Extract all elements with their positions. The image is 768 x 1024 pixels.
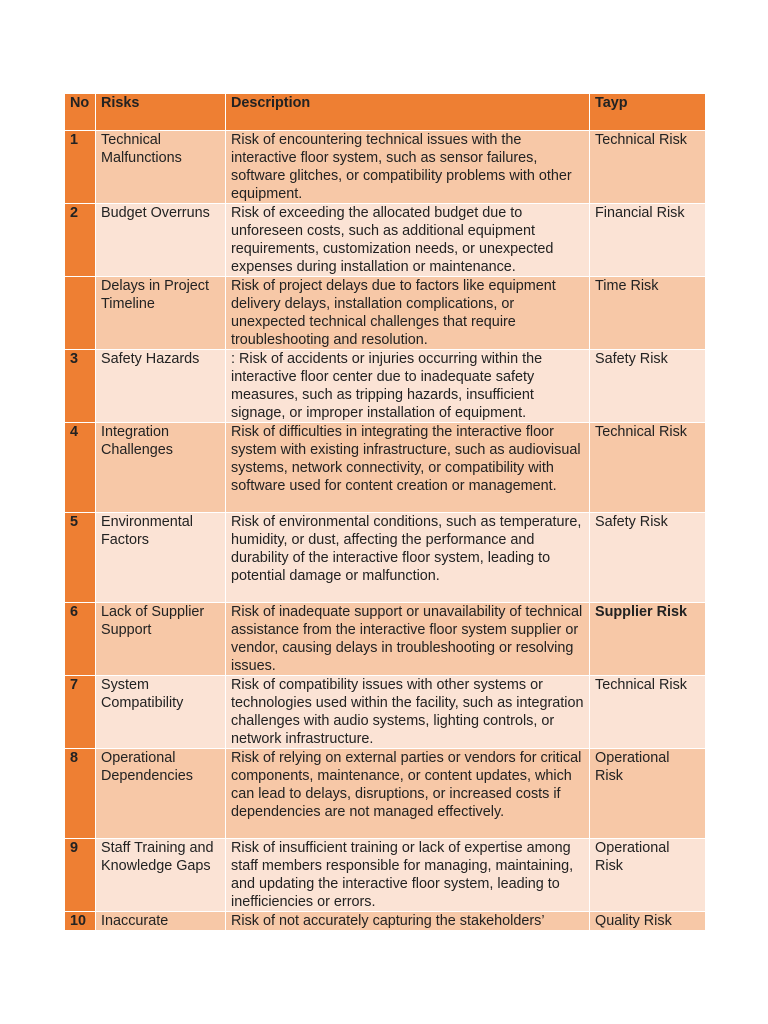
row-number: 3 <box>65 350 96 423</box>
risk-type: Supplier Risk <box>590 603 706 676</box>
risk-description: Risk of not accurately capturing the stakeholders’ <box>226 912 590 931</box>
risk-description: Risk of inadequate support or unavailability of technical assistance from the interactive floor system supplier or vendor, causing delays in troubleshooting or resolving issues. <box>226 603 590 676</box>
risk-type: Safety Risk <box>590 350 706 423</box>
row-number: 2 <box>65 204 96 277</box>
risk-name: Delays in Project Timeline <box>96 277 226 350</box>
row-number <box>65 277 96 350</box>
risk-name: System Compatibility <box>96 676 226 749</box>
risk-type: Operational Risk <box>590 839 706 912</box>
table-row <box>65 350 706 423</box>
risk-type: Time Risk <box>590 277 706 350</box>
risk-type: Operational Risk <box>590 749 706 839</box>
risk-name: Lack of Supplier Support <box>96 603 226 676</box>
risk-type: Safety Risk <box>590 513 706 603</box>
risk-type: Quality Risk <box>590 912 706 931</box>
row-number: 7 <box>65 676 96 749</box>
table-row <box>65 749 706 839</box>
risk-name: Integration Challenges <box>96 423 226 513</box>
row-number: 5 <box>65 513 96 603</box>
row-number: 4 <box>65 423 96 513</box>
table-row <box>65 513 706 603</box>
risk-description: Risk of project delays due to factors like equipment delivery delays, installation complications, or unexpected technical challenges that require troubleshooting and resolution. <box>226 277 590 350</box>
row-number: 6 <box>65 603 96 676</box>
row-number: 10 <box>65 912 96 931</box>
risk-type: Technical Risk <box>590 423 706 513</box>
risk-type: Technical Risk <box>590 131 706 204</box>
table-row <box>65 131 706 204</box>
risk-description: Risk of relying on external parties or vendors for critical components, maintenance, or content updates, which can lead to delays, disruptions, or increased costs if dependencies are not managed effectively. <box>226 749 590 839</box>
table-row <box>65 912 706 931</box>
risk-name: Operational Dependencies <box>96 749 226 839</box>
table-header-row <box>65 94 706 131</box>
risk-type: Technical Risk <box>590 676 706 749</box>
table-row <box>65 676 706 749</box>
risk-description: Risk of difficulties in integrating the interactive floor system with existing infrastructure, such as audiovisual systems, network connectivity, or compatibility with software used for content creation or management. <box>226 423 590 513</box>
row-number: 8 <box>65 749 96 839</box>
row-number: 9 <box>65 839 96 912</box>
risk-name: Technical Malfunctions <box>96 131 226 204</box>
header-description: Description <box>226 94 590 131</box>
risk-table <box>64 93 706 931</box>
risk-description: Risk of encountering technical issues with the interactive floor system, such as sensor failures, software glitches, or compatibility problems with other equipment. <box>226 131 590 204</box>
risk-description: : Risk of accidents or injuries occurring within the interactive floor center due to inadequate safety measures, such as tripping hazards, insufficient signage, or improper installation of equipment. <box>226 350 590 423</box>
header-type: Tayp <box>590 94 706 131</box>
row-number: 1 <box>65 131 96 204</box>
header-risks: Risks <box>96 94 226 131</box>
risk-description: Risk of environmental conditions, such as temperature, humidity, or dust, affecting the performance and durability of the interactive floor system, leading to potential damage or malfunction. <box>226 513 590 603</box>
risk-description: Risk of exceeding the allocated budget due to unforeseen costs, such as additional equipment requirements, customization needs, or unexpected expenses during installation or maintenance. <box>226 204 590 277</box>
table-row <box>65 204 706 277</box>
risk-description: Risk of compatibility issues with other systems or technologies used within the facility, such as integration challenges with audio systems, lighting controls, or network infrastructure. <box>226 676 590 749</box>
risk-type: Financial Risk <box>590 204 706 277</box>
table-row <box>65 277 706 350</box>
risk-name: Inaccurate <box>96 912 226 931</box>
risk-name: Environmental Factors <box>96 513 226 603</box>
table-row <box>65 423 706 513</box>
header-no: No <box>65 94 96 131</box>
risk-name: Budget Overruns <box>96 204 226 277</box>
table-row <box>65 603 706 676</box>
table-row <box>65 839 706 912</box>
risk-name: Staff Training and Knowledge Gaps <box>96 839 226 912</box>
risk-name: Safety Hazards <box>96 350 226 423</box>
risk-description: Risk of insufficient training or lack of expertise among staff members responsible for managing, maintaining, and updating the interactive floor system, leading to inefficiencies or errors. <box>226 839 590 912</box>
